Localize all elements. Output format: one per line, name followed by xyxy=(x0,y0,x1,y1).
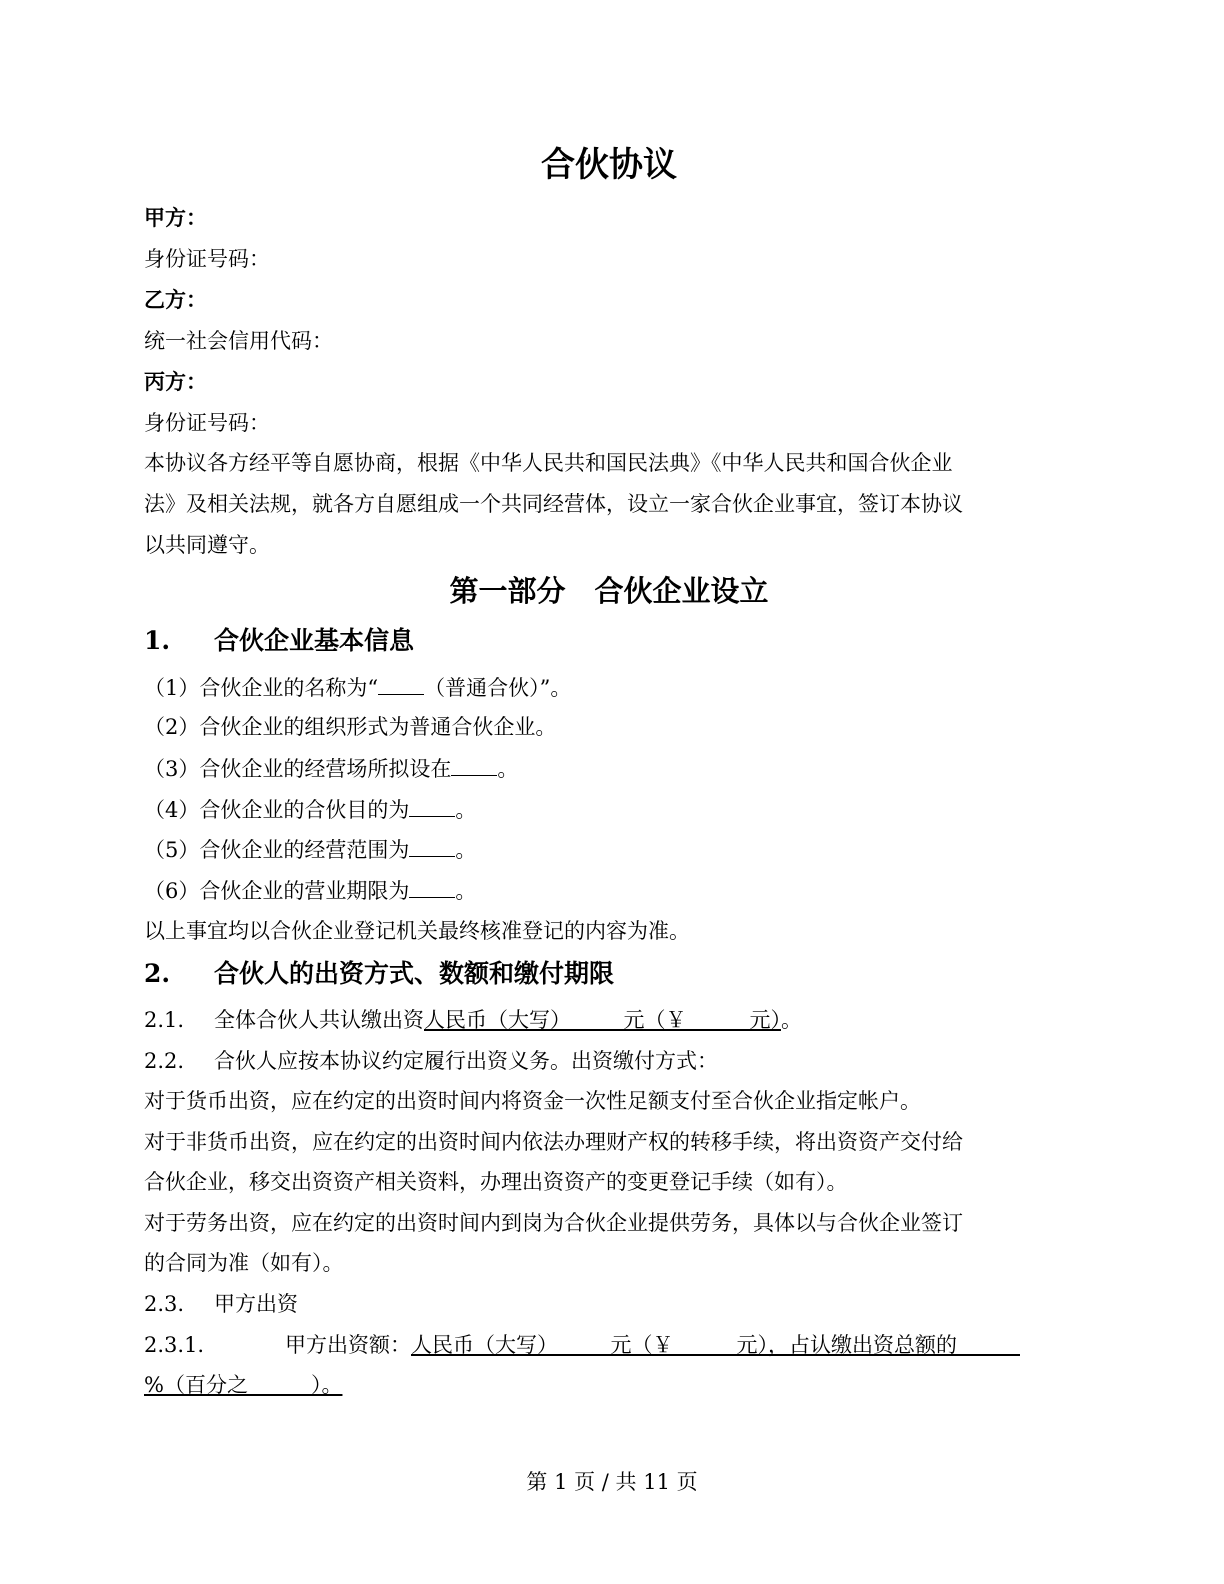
page-footer: 第 1 页 / 共 11 页 xyxy=(526,1470,698,1494)
preamble-line: 以共同遵守。 xyxy=(144,533,270,557)
paragraph: 的合同为准（如有）。 xyxy=(144,1251,344,1275)
section-title: 合伙企业基本信息 xyxy=(214,626,415,655)
item-text: 。 xyxy=(455,879,477,903)
party-a-id: 身份证号码： xyxy=(144,247,270,271)
clause-number: 2.3.1. xyxy=(144,1333,205,1357)
list-item xyxy=(144,834,476,865)
clause-2-3-1-cont xyxy=(144,1370,342,1400)
party-c-label: 丙方： xyxy=(144,369,207,394)
clause-text: 合伙人应按本协议约定履行出资义务。出资缴付方式： xyxy=(214,1049,718,1073)
item-text: （1）合伙企业的名称为“ xyxy=(144,676,379,700)
clause-number: 2.2. xyxy=(144,1049,185,1073)
section-number: 1. xyxy=(144,626,171,655)
blank-field xyxy=(451,753,497,776)
clause-number: 2.1. xyxy=(144,1008,185,1032)
section-number: 2. xyxy=(144,959,171,988)
item-text: 。 xyxy=(455,798,477,822)
clause-number: 2.3. xyxy=(144,1292,185,1316)
clause-2-1 xyxy=(144,1005,802,1035)
section-heading xyxy=(144,624,414,658)
clause-text: 甲方出资 xyxy=(214,1292,298,1316)
party-b-id: 统一社会信用代码： xyxy=(144,329,333,353)
clause-2-2 xyxy=(144,1046,718,1076)
list-item xyxy=(144,794,476,825)
list-item xyxy=(144,672,571,703)
section-heading xyxy=(144,957,614,991)
list-item xyxy=(144,875,476,906)
underlined-amount: 人民币（大写） 元（￥ 元），占认缴出资总额的 xyxy=(411,1333,1020,1357)
clause-2-3-1 xyxy=(144,1330,1020,1360)
underlined-percent: %（百分之 ）。 xyxy=(144,1373,343,1397)
paragraph: 对于劳务出资，应在约定的出资时间内到岗为合伙企业提供劳务，具体以与合伙企业签订 xyxy=(144,1211,963,1235)
underlined-amount: 人民币（大写） 元（￥ 元） xyxy=(424,1008,781,1032)
list-item xyxy=(144,753,518,784)
clause-text: 甲方出资额： xyxy=(285,1333,411,1357)
party-a-label: 甲方： xyxy=(144,205,207,230)
blank-field xyxy=(378,672,424,695)
item-text: （5）合伙企业的经营范围为 xyxy=(144,838,410,862)
paragraph: 合伙企业，移交出资资产相关资料，办理出资资产的变更登记手续（如有）。 xyxy=(144,1170,848,1194)
blank-field xyxy=(409,834,455,857)
blank-field xyxy=(409,875,455,898)
section-title: 合伙人的出资方式、数额和缴付期限 xyxy=(214,959,615,988)
clause-2-3 xyxy=(144,1289,298,1319)
document-title: 合伙协议 xyxy=(541,145,677,185)
party-b-label: 乙方： xyxy=(144,287,207,312)
preamble-line: 本协议各方经平等自愿协商，根据《中华人民共和国民法典》《中华人民共和国合伙企业 xyxy=(144,451,953,475)
item-text: （普通合伙）”。 xyxy=(424,676,572,700)
party-c-id: 身份证号码： xyxy=(144,411,270,435)
list-item: （2）合伙企业的组织形式为普通合伙企业。 xyxy=(144,715,557,739)
paragraph: 对于货币出资，应在约定的出资时间内将资金一次性足额支付至合伙企业指定帐户。 xyxy=(144,1089,921,1113)
item-text: 。 xyxy=(497,757,519,781)
clause-text: 全体合伙人共认缴出资 xyxy=(214,1008,424,1032)
part-heading: 第一部分 合伙企业设立 xyxy=(449,574,769,608)
item-text: （3）合伙企业的经营场所拟设在 xyxy=(144,757,452,781)
item-text: （6）合伙企业的营业期限为 xyxy=(144,879,410,903)
blank-field xyxy=(409,794,455,817)
preamble-line: 法》及相关法规，就各方自愿组成一个共同经营体，设立一家合伙企业事宜，签订本协议 xyxy=(144,492,963,516)
item-text: （4）合伙企业的合伙目的为 xyxy=(144,798,410,822)
item-text: 。 xyxy=(455,838,477,862)
clause-text: 。 xyxy=(781,1008,802,1032)
section-note: 以上事宜均以合伙企业登记机关最终核准登记的内容为准。 xyxy=(144,919,690,943)
paragraph: 对于非货币出资，应在约定的出资时间内依法办理财产权的转移手续，将出资资产交付给 xyxy=(144,1130,963,1154)
